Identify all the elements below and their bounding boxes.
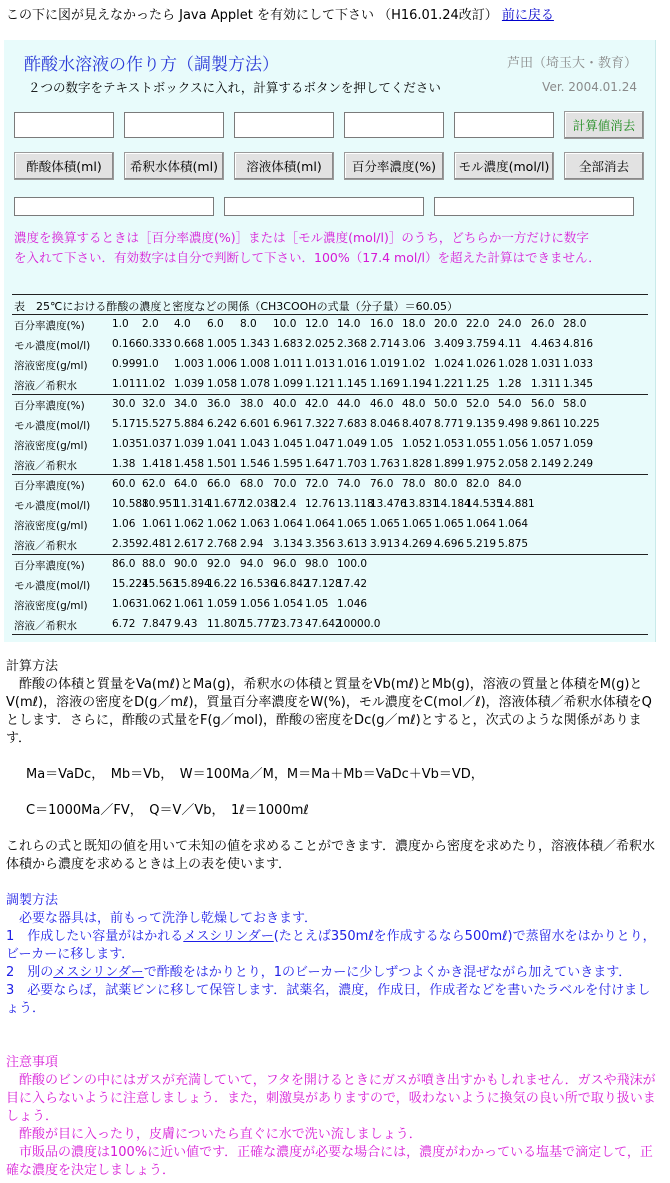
table-cell: 1.003 [174, 358, 205, 370]
table-rule [12, 474, 648, 475]
result-field-3[interactable] [434, 197, 634, 216]
applet-notice [6, 4, 554, 23]
table-cell: 9.135 [466, 418, 497, 430]
clear-all-button[interactable]: 全部消去 [564, 152, 644, 180]
solution-volume-input[interactable] [234, 112, 334, 138]
table-cell: 30.0 [112, 398, 136, 410]
percent-concentration-input[interactable] [344, 112, 444, 138]
table-cell: 1.047 [305, 438, 336, 450]
table-cell: 38.0 [240, 398, 264, 410]
table-cell: 70.0 [273, 478, 297, 490]
table-cell: 1.061 [174, 598, 205, 610]
conversion-note-line1: 濃度を換算するときは［百分率濃度(%)］または［モル濃度(mol/l)］のうち，どちらか一方だけに数字 [14, 230, 589, 245]
table-cell: 36.0 [207, 398, 231, 410]
table-cell: 5.219 [466, 538, 497, 550]
table-cell: 2.249 [563, 458, 594, 470]
table-cell: 1.064 [466, 518, 497, 530]
table-cell: 6.0 [207, 318, 224, 330]
table-cell: 1.02 [402, 358, 426, 370]
caution-line3: 市販品の濃度は100%に近い値です．正確な濃度が必要な場合には，濃度がわかっている塩基で滴定して，正確な濃度を決定しましょう． [6, 1145, 653, 1178]
table-cell: 94.0 [240, 558, 264, 570]
table-cell: 1.595 [273, 458, 304, 470]
table-cell: 12.4 [273, 498, 297, 510]
table-cell: 1.546 [240, 458, 271, 470]
table-cell: 1.052 [402, 438, 433, 450]
table-cell: 1.062 [207, 518, 238, 530]
table-cell: 7.683 [337, 418, 368, 430]
table-cell: 1.056 [240, 598, 271, 610]
row-label: 溶液密度(g/ml) [14, 520, 88, 532]
table-cell: 1.458 [174, 458, 205, 470]
prep-step1 [6, 928, 662, 964]
table-cell: 1.046 [337, 598, 368, 610]
table-cell: 1.059 [207, 598, 238, 610]
table-cell: 3.613 [337, 538, 368, 550]
table-cell: 20.0 [434, 318, 458, 330]
table-cell: 6.961 [273, 418, 304, 430]
table-cell: 0.999 [112, 358, 143, 370]
measuring-cylinder-link-2[interactable]: メスシリンダー [53, 965, 144, 980]
table-cell: 1.02 [142, 378, 166, 390]
table-cell: 8.407 [402, 418, 433, 430]
table-cell: 1.064 [305, 518, 336, 530]
table-cell: 15.224 [112, 578, 149, 590]
row-label: 溶液／希釈水 [14, 620, 77, 632]
table-cell: 68.0 [240, 478, 264, 490]
table-cell: 11.677 [207, 498, 244, 510]
table-cell: 13.118 [337, 498, 374, 510]
table-cell: 8.771 [434, 418, 465, 430]
table-cell: 82.0 [466, 478, 490, 490]
table-cell: 14.0 [337, 318, 361, 330]
table-cell: 1.016 [337, 358, 368, 370]
table-cell: 86.0 [112, 558, 136, 570]
table-cell: 10.225 [563, 418, 600, 430]
table-cell: 2.768 [207, 538, 238, 550]
notice-text: この下に図が見えなかったら Java Applet を有効にして下さい （H16.01.24改訂） [6, 8, 498, 23]
table-cell: 12.0 [305, 318, 329, 330]
table-cell: 74.0 [337, 478, 361, 490]
table-cell: 1.049 [337, 438, 368, 450]
result-field-2[interactable] [224, 197, 424, 216]
table-cell: 1.019 [370, 358, 401, 370]
prep-line0: 必要な器具は，前もって洗浄し乾燥しておきます． [19, 911, 317, 926]
table-cell: 1.058 [207, 378, 238, 390]
table-cell: 1.828 [402, 458, 433, 470]
table-cell: 1.037 [142, 438, 173, 450]
table-cell: 1.501 [207, 458, 238, 470]
table-cell: 1.062 [174, 518, 205, 530]
table-cell: 16.536 [240, 578, 277, 590]
table-cell: 78.0 [402, 478, 426, 490]
table-cell: 7.847 [142, 618, 173, 630]
applet-version: Ver. 2004.01.24 [542, 80, 637, 94]
table-cell: 1.064 [498, 518, 529, 530]
table-cell: 12.038 [240, 498, 277, 510]
table-cell: 1.28 [498, 378, 522, 390]
table-cell: 15.894 [174, 578, 211, 590]
table-cell: 3.134 [273, 538, 304, 550]
table-cell: 6.242 [207, 418, 238, 430]
table-cell: 1.013 [305, 358, 336, 370]
table-cell: 1.065 [402, 518, 433, 530]
table-cell: 48.0 [402, 398, 426, 410]
table-cell: 4.463 [531, 338, 562, 350]
acetic-volume-input[interactable] [14, 112, 114, 138]
table-cell: 2.714 [370, 338, 401, 350]
table-cell: 2.481 [142, 538, 173, 550]
table-rule [12, 394, 648, 395]
table-cell: 1.063 [240, 518, 271, 530]
table-cell: 1.703 [337, 458, 368, 470]
table-cell: 1.062 [142, 598, 173, 610]
table-cell: 11.314 [174, 498, 211, 510]
table-cell: 13.476 [370, 498, 407, 510]
table-cell: 1.194 [402, 378, 433, 390]
calc-heading: 計算方法 [6, 659, 59, 674]
table-cell: 1.065 [337, 518, 368, 530]
table-rule [12, 314, 648, 315]
table-cell: 42.0 [305, 398, 329, 410]
table-cell: 47.642 [305, 618, 342, 630]
table-cell: 10.0 [273, 318, 297, 330]
table-cell: 17.128 [305, 578, 342, 590]
table-cell: 1.056 [498, 438, 529, 450]
table-rule [12, 294, 648, 295]
calc-formula2: C＝1000Ma／FV， Q＝V／Vb， 1ℓ＝1000mℓ [26, 803, 309, 818]
prep-section [6, 892, 662, 1018]
table-cell: 1.024 [434, 358, 465, 370]
table-cell: 0.333 [142, 338, 173, 350]
table-cell: 16.842 [273, 578, 310, 590]
table-cell: 92.0 [207, 558, 231, 570]
table-cell: 14.535 [466, 498, 503, 510]
table-cell: 4.11 [498, 338, 522, 350]
table-cell: 28.0 [563, 318, 587, 330]
table-cell: 100.0 [337, 558, 368, 570]
table-cell: 84.0 [498, 478, 522, 490]
table-cell: 5.875 [498, 538, 529, 550]
table-cell: 1.031 [531, 358, 562, 370]
row-label: 百分率濃度(%) [14, 480, 85, 492]
table-cell: 26.0 [531, 318, 555, 330]
table-cell: 1.0 [112, 318, 129, 330]
table-cell: 90.0 [174, 558, 198, 570]
table-cell: 1.006 [207, 358, 238, 370]
table-cell: 2.94 [240, 538, 264, 550]
table-cell: 66.0 [207, 478, 231, 490]
row-label: 溶液密度(g/ml) [14, 600, 88, 612]
table-cell: 32.0 [142, 398, 166, 410]
table-cell: 10000.0 [337, 618, 381, 630]
table-cell: 1.121 [305, 378, 336, 390]
conversion-note-line2: を入れて下さい．有効数字は自分で判断して下さい．100%（17.4 mol/l）を超えた計算はできません． [14, 250, 601, 265]
prep-step2-text: 2 別の [6, 965, 54, 980]
table-cell: 62.0 [142, 478, 166, 490]
table-cell: 1.763 [370, 458, 401, 470]
table-cell: 1.011 [273, 358, 304, 370]
acetic-volume-button[interactable]: 酢酸体積(ml) [14, 152, 114, 180]
table-cell: 1.045 [273, 438, 304, 450]
row-label: 百分率濃度(%) [14, 560, 85, 572]
prep-step3: 3 必要ならば，試薬ビンに移して保管します．試薬名，濃度，作成日，作成者などを書いたラベルを付けましょう． [6, 983, 651, 1016]
table-cell: 15.777 [240, 618, 277, 630]
table-cell: 1.039 [174, 438, 205, 450]
row-label: 溶液密度(g/ml) [14, 440, 88, 452]
table-cell: 1.05 [305, 598, 329, 610]
table-cell: 0.668 [174, 338, 205, 350]
applet-title: 酢酸水溶液の作り方（調製方法） [24, 55, 279, 75]
table-cell: 64.0 [174, 478, 198, 490]
table-cell: 1.061 [142, 518, 173, 530]
table-cell: 46.0 [370, 398, 394, 410]
table-cell: 0.166 [112, 338, 143, 350]
table-cell: 1.343 [240, 338, 271, 350]
row-label: 溶液／希釈水 [14, 540, 77, 552]
table-cell: 12.76 [305, 498, 336, 510]
table-cell: 1.035 [112, 438, 143, 450]
table-cell: 1.06 [112, 518, 136, 530]
table-cell: 54.0 [498, 398, 522, 410]
table-cell: 5.884 [174, 418, 205, 430]
table-cell: 23.73 [273, 618, 304, 630]
table-cell: 76.0 [370, 478, 394, 490]
table-cell: 22.0 [466, 318, 490, 330]
table-cell: 2.149 [531, 458, 562, 470]
applet-instruction: ２つの数字をテキストボックスに入れ，計算するボタンを押してください [28, 80, 441, 95]
table-cell: 6.72 [112, 618, 136, 630]
conversion-note [14, 228, 654, 268]
table-rule [12, 634, 648, 635]
back-link[interactable]: 前に戻る [501, 8, 554, 23]
table-cell: 1.221 [434, 378, 465, 390]
table-cell: 1.05 [370, 438, 394, 450]
table-rule [12, 554, 648, 555]
table-cell: 34.0 [174, 398, 198, 410]
calc-para1: 酢酸の体積と質量をVa(mℓ)とMa(g)，希釈水の体積と質量をVb(mℓ)とMb(g)，溶液の質量と体積をM(g)とV(mℓ)，溶液の密度をD(g／mℓ)，質量百分率濃度をW(%)，モル濃度をC(mol／ℓ)，溶液体積／希釈水体積をQとします．さらに，酢酸の式量をF(g／mol)，酢酸の密度をDc(g／mℓ)とすると，次式のような関係があります． [6, 677, 652, 746]
table-cell: 2.359 [112, 538, 143, 550]
table-cell: 18.0 [402, 318, 426, 330]
table-cell: 1.38 [112, 458, 136, 470]
row-label: 百分率濃度(%) [14, 320, 85, 332]
table-cell: 5.171 [112, 418, 143, 430]
table-cell: 98.0 [305, 558, 329, 570]
table-cell: 13.831 [402, 498, 439, 510]
table-cell: 72.0 [305, 478, 329, 490]
table-cell: 6.601 [240, 418, 271, 430]
table-cell: 1.041 [207, 438, 238, 450]
table-cell: 10.951 [142, 498, 179, 510]
result-field-1[interactable] [14, 197, 214, 216]
table-cell: 88.0 [142, 558, 166, 570]
table-cell: 3.913 [370, 538, 401, 550]
table-cell: 3.759 [466, 338, 497, 350]
table-cell: 10.588 [112, 498, 149, 510]
calc-para2: これらの式と既知の値を用いて未知の値を求めることができます．濃度から密度を求めたり，溶液体積／希釈水体積から濃度を求めるときは上の表を使います． [6, 839, 655, 872]
table-cell: 1.026 [466, 358, 497, 370]
table-cell: 14.184 [434, 498, 471, 510]
table-cell: 3.06 [402, 338, 426, 350]
table-cell: 96.0 [273, 558, 297, 570]
table-cell: 1.099 [273, 378, 304, 390]
table-cell: 1.039 [174, 378, 205, 390]
calc-section [6, 658, 662, 874]
table-cell: 1.043 [240, 438, 271, 450]
table-cell: 3.409 [434, 338, 465, 350]
table-cell: 1.169 [370, 378, 401, 390]
table-cell: 1.065 [370, 518, 401, 530]
table-cell: 1.065 [434, 518, 465, 530]
prep-step1-text2: (たとえば350mℓを作成するなら500mℓ)で蒸留水をはかりとり，ビーカーに移します． [6, 929, 656, 962]
table-cell: 1.059 [563, 438, 594, 450]
table-cell: 17.42 [337, 578, 368, 590]
table-cell: 1.028 [498, 358, 529, 370]
table-cell: 9.498 [498, 418, 529, 430]
table-cell: 1.005 [207, 338, 238, 350]
table-cell: 2.0 [142, 318, 159, 330]
row-label: 溶液／希釈水 [14, 380, 77, 392]
table-cell: 60.0 [112, 478, 136, 490]
table-cell: 56.0 [531, 398, 555, 410]
molar-concentration-input[interactable] [454, 112, 554, 138]
caution-line2: 酢酸が目に入ったり，皮膚についたら直ぐに水で洗い流しましょう． [19, 1127, 422, 1142]
table-cell: 14.881 [498, 498, 535, 510]
prep-step1-text: 1 作成したい容量がはかれる [6, 929, 184, 944]
table-cell: 40.0 [273, 398, 297, 410]
table-cell: 1.683 [273, 338, 304, 350]
table-cell: 9.43 [174, 618, 198, 630]
caution-heading: 注意事項 [6, 1055, 59, 1070]
table-cell: 80.0 [434, 478, 458, 490]
solution-volume-button[interactable]: 溶液体積(ml) [234, 152, 334, 180]
table-cell: 7.322 [305, 418, 336, 430]
table-cell: 1.0 [142, 358, 159, 370]
table-cell: 1.057 [531, 438, 562, 450]
table-cell: 8.046 [370, 418, 401, 430]
table-cell: 4.816 [563, 338, 594, 350]
table-cell: 1.055 [466, 438, 497, 450]
table-cell: 1.033 [563, 358, 594, 370]
prep-heading: 調製方法 [6, 893, 59, 908]
measuring-cylinder-link-1[interactable]: メスシリンダー [183, 929, 274, 944]
table-cell: 1.899 [434, 458, 465, 470]
table-cell: 1.053 [434, 438, 465, 450]
table-cell: 2.058 [498, 458, 529, 470]
dilution-volume-input[interactable] [124, 112, 224, 138]
table-cell: 8.0 [240, 318, 257, 330]
row-label: 溶液／希釈水 [14, 460, 77, 472]
caution-section [6, 1054, 662, 1180]
caution-line1: 酢酸のビンの中にはガスが充満していて，フタを開けるときにガスが噴き出すかもしれません．ガスや飛沫が目に入らないように注意しましょう．また，刺激臭がありますので，吸わないように換気の良い所で取り扱いましょう． [6, 1073, 656, 1124]
table-cell: 1.311 [531, 378, 562, 390]
dilution-volume-button[interactable]: 希釈水体積(ml) [124, 152, 224, 180]
row-label: モル濃度(mol/l) [14, 580, 91, 592]
table-cell: 11.807 [207, 618, 244, 630]
table-cell: 5.527 [142, 418, 173, 430]
table-cell: 1.418 [142, 458, 173, 470]
table-cell: 1.064 [273, 518, 304, 530]
table-cell: 4.696 [434, 538, 465, 550]
table-cell: 1.345 [563, 378, 594, 390]
clear-values-button[interactable]: 計算値消去 [564, 111, 644, 139]
table-cell: 1.063 [112, 598, 143, 610]
molar-concentration-button[interactable]: モル濃度(mol/l) [454, 152, 554, 180]
applet-author: 芦田（埼玉大・教育） [506, 56, 637, 71]
row-label: モル濃度(mol/l) [14, 420, 91, 432]
calc-formula1: Ma＝VaDc， Mb＝Vb， W＝100Ma／M，M＝Ma＋Mb＝VaDc＋Vb＝VD， [26, 767, 484, 782]
table-cell: 3.356 [305, 538, 336, 550]
table-cell: 50.0 [434, 398, 458, 410]
table-cell: 44.0 [337, 398, 361, 410]
table-cell: 2.617 [174, 538, 205, 550]
table-caption: 表 25℃における酢酸の濃度と密度などの関係（CH3COOHの式量（分子量）＝60.05） [14, 300, 459, 313]
table-cell: 4.0 [174, 318, 191, 330]
table-cell: 16.0 [370, 318, 394, 330]
table-cell: 1.647 [305, 458, 336, 470]
table-cell: 4.269 [402, 538, 433, 550]
table-cell: 1.25 [466, 378, 490, 390]
table-cell: 16.22 [207, 578, 238, 590]
table-cell: 58.0 [563, 398, 587, 410]
table-cell: 1.145 [337, 378, 368, 390]
row-label: 百分率濃度(%) [14, 400, 85, 412]
table-cell: 1.011 [112, 378, 143, 390]
table-cell: 1.054 [273, 598, 304, 610]
table-cell: 52.0 [466, 398, 490, 410]
percent-concentration-button[interactable]: 百分率濃度(%) [344, 152, 444, 180]
table-cell: 2.368 [337, 338, 368, 350]
table-cell: 2.025 [305, 338, 336, 350]
table-cell: 1.975 [466, 458, 497, 470]
row-label: モル濃度(mol/l) [14, 340, 91, 352]
calculator-applet [4, 40, 656, 642]
prep-step2 [6, 964, 662, 982]
table-cell: 9.861 [531, 418, 562, 430]
table-cell: 24.0 [498, 318, 522, 330]
row-label: 溶液密度(g/ml) [14, 360, 88, 372]
prep-step2-text2: で酢酸をはかりとり，1のビーカーに少しずつよくかき混ぜながら加えていきます． [143, 965, 632, 980]
table-cell: 1.078 [240, 378, 271, 390]
row-label: モル濃度(mol/l) [14, 500, 91, 512]
table-cell: 1.008 [240, 358, 271, 370]
table-cell: 15.563 [142, 578, 179, 590]
